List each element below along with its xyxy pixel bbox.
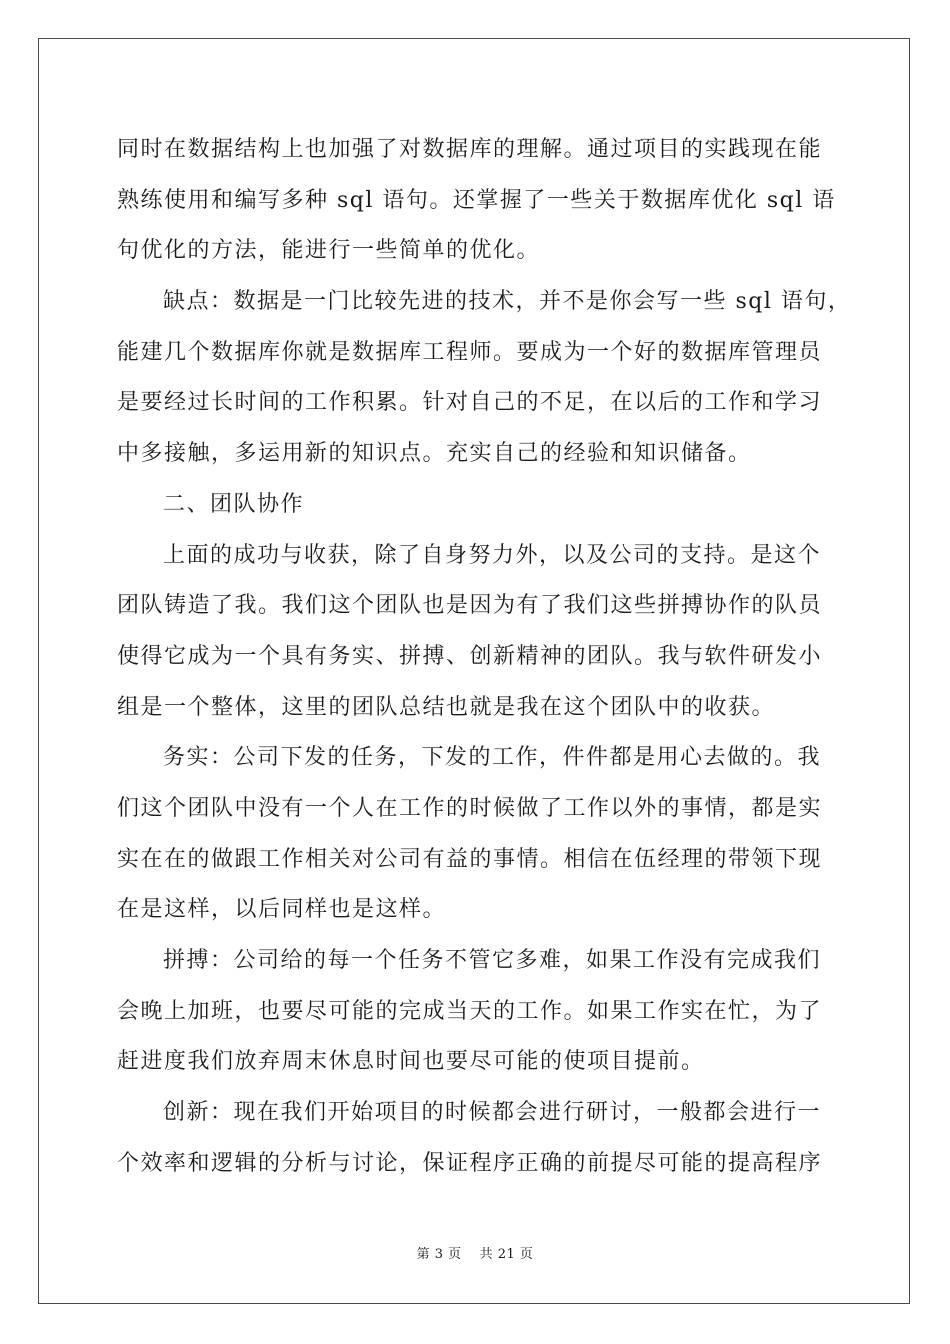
body-line: 团队铸造了我。我们这个团队也是因为有了我们这些拼搏协作的队员 <box>117 593 823 619</box>
page-total: 共 21 页 <box>479 1247 534 1262</box>
body-line: 句优化的方法，能进行一些简单的优化。 <box>117 238 541 264</box>
body-line: 能建几个数据库你就是数据库工程师。要成为一个好的数据库管理员 <box>117 339 823 365</box>
body-line: 会晚上加班，也要尽可能的完成当天的工作。如果工作实在忙，为了 <box>117 998 823 1024</box>
page-footer <box>0 1243 950 1262</box>
paragraph-start-line: 务实：公司下发的任务，下发的工作，件件都是用心去做的。我 <box>163 745 822 771</box>
body-line: 实在在的做跟工作相关对公司有益的事情。相信在伍经理的带领下现 <box>117 846 823 872</box>
paragraph-start-line: 拼搏：公司给的每一个任务不管它多难，如果工作没有完成我们 <box>163 948 822 973</box>
body-line: 个效率和逻辑的分析与讨论，保证程序正确的前提尽可能的提高程序 <box>117 1150 823 1176</box>
body-line: 使得它成为一个具有务实、拼搏、创新精神的团队。我与软件研发小 <box>117 643 823 669</box>
paragraph-start-line: 缺点：数据是一门比较先进的技术，并不是你会写一些 sql 语句， <box>163 289 852 315</box>
body-line: 们这个团队中没有一个人在工作的时候做了工作以外的事情，都是实 <box>117 795 823 821</box>
paragraph-start-line: 创新：现在我们开始项目的时候都会进行研讨，一般都会进行一 <box>163 1100 822 1126</box>
paragraph-start-line: 上面的成功与收获，除了自身努力外，以及公司的支持。是这个 <box>163 542 822 568</box>
body-line: 赶进度我们放弃周末休息时间也要尽可能的使项目提前。 <box>117 1049 705 1075</box>
body-line: 在是这样，以后同样也是这样。 <box>117 897 447 923</box>
section-heading: 二、团队协作 <box>163 491 305 517</box>
body-line: 同时在数据结构上也加强了对数据库的理解。通过项目的实践现在能 <box>117 137 823 162</box>
body-line: 熟练使用和编写多种 sql 语句。还掌握了一些关于数据库优化 sql 语 <box>117 187 836 213</box>
body-line: 是要经过长时间的工作积累。针对自己的不足，在以后的工作和学习 <box>117 390 823 416</box>
body-line: 中多接触，多运用新的知识点。充实自己的经验和知识储备。 <box>117 441 752 467</box>
page-number: 第 3 页 <box>416 1247 462 1262</box>
body-line: 组是一个整体，这里的团队总结也就是我在这个团队中的收获。 <box>117 694 776 720</box>
document-body <box>117 130 852 1194</box>
